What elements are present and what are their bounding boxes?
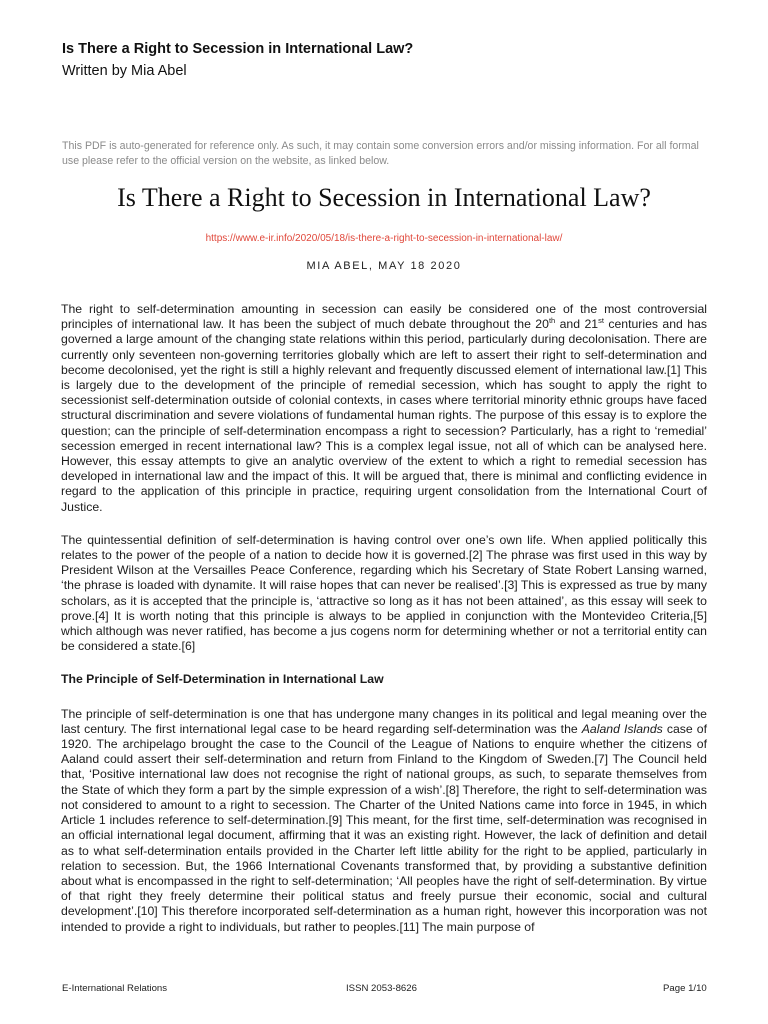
paragraph-text: case of 1920. The archipelago brought the case to the Council of the League of Nations to enquire whether the citizens of Aaland could assert their self-determination and return from Finland to the Kingdom of Sweden.[7] The Council held that, ‘Positive international law does not recognise the right of national groups, as such, to separate themselves from the State of which they form a part by the simple expression of a wish’.[8] Therefore, the right to self-determination was not considered to amount to a right to secession. The Charter of the United Nations came into force in 1945, in which Article 1 includes reference to self-determination.[9] This meant, for the first time, self-determination was recognised in an official international legal document, affirming that it was an existing right. However, the lack of definition and detail as to what self-determination entails provided in the Charter left little ability for the right to be applied, particularly in relation to secession. But, the 1966 International Covenants transformed that, by providing a substantive definition about what is encompassed in the right to self-determination; ‘All peoples have the right of self-determination. By virtue of that right they freely determine their political status and freely pursue their economic, social and cultural development’.[10] This therefore incorporated self-determination as a human right, however this incorporation was not intended to provide a right to individuals, but rather to peoples.[11] The main purpose of <box>61 721 707 934</box>
paragraph-text: The right to self-determination amounting in secession can easily be considered one of the most controversial principles of international law. It has been the subject of much debate throughout the 20 <box>61 302 707 332</box>
article-url-link[interactable]: https://www.e-ir.info/2020/05/18/is-there-a-right-to-secession-in-international-law/ <box>205 233 563 244</box>
superscript: st <box>598 316 604 326</box>
pdf-disclaimer: This PDF is auto-generated for reference only. As such, it may contain some conversion errors and/or missing information. For all formal use please refer to the official version on the website, as linked below. <box>62 140 699 167</box>
paragraph-text: The principle of self-determination is one that has undergone many changes in its political and legal meaning over the last century. The first international legal case to be heard regarding self-determination was the <box>61 706 707 736</box>
paragraph-1 <box>61 302 707 515</box>
case-name: Aaland Islands <box>581 721 663 736</box>
footer-publisher: E-International Relations <box>62 983 168 994</box>
paragraph-text: centuries and has governed a large amount of the changing state relations within this period, particularly during decolonisation. There are currently only seventeen non-governing territories globally which are left to assert their right to self-determination and become decolonised, yet the right is still a highly relevant and frequently discussed element of international law.[1] This is largely due to the development of the principle of remedial secession, which has sought to apply the right to secessionist self-determination outside of colonial contexts, in cases where territorial minority ethnic groups have faced structural discrimination and severe violations of fundamental human rights. The purpose of this essay is to explore the question; can the principle of self-determination encompass a right to secession? Particularly, has a right to ‘remedial’ secession emerged in recent international law? This is a complex legal issue, not all of which can be analysed here. However, this essay attempts to give an analytic overview of the extent to which a right to remedial secession has developed in international law and the impact of this. It will be argued that, there is minimal and conflicting evidence in regard to the application of this principle in practice, requiring urgent consolidation from the International Court of Justice. <box>61 317 708 514</box>
paragraph-2: The quintessential definition of self-determination is having control over one’s own life. When applied politically this relates to the power of the people of a nation to decide how it is governed.[2] The phrase was first used in this way by President Wilson at the Versailles Peace Conference, regarding which his Secretary of State Robert Lansing warned, ‘the phrase is loaded with dynamite. It will raise hopes that can never be realised’.[3] This is expressed as true by many scholars, as it is accepted that the principle is, ‘attractive so long as it has not been attained’, as this essay will seek to prove.[4] It is worth noting that this principle is always to be applied in conjunction with the Montevideo Criteria,[5] which although was never ratified, has become a jus cogens norm for determining whether or not a territorial entity can be considered a state.[6] <box>61 532 707 654</box>
section-heading: The Principle of Self-Determination in International Law <box>61 672 384 687</box>
superscript: th <box>548 316 556 326</box>
paragraph-text: and 21 <box>555 317 599 332</box>
header-title: Is There a Right to Secession in International Law? <box>62 41 414 57</box>
paragraph-3 <box>61 707 707 935</box>
article-body <box>61 302 707 953</box>
footer-issn: ISSN 2053-8626 <box>346 983 417 994</box>
article-byline: MIA ABEL, MAY 18 2020 <box>306 260 462 272</box>
article-title: Is There a Right to Secession in International Law? <box>117 183 651 212</box>
footer-page-number: Page 1/10 <box>663 983 707 994</box>
header-author: Written by Mia Abel <box>62 63 187 79</box>
